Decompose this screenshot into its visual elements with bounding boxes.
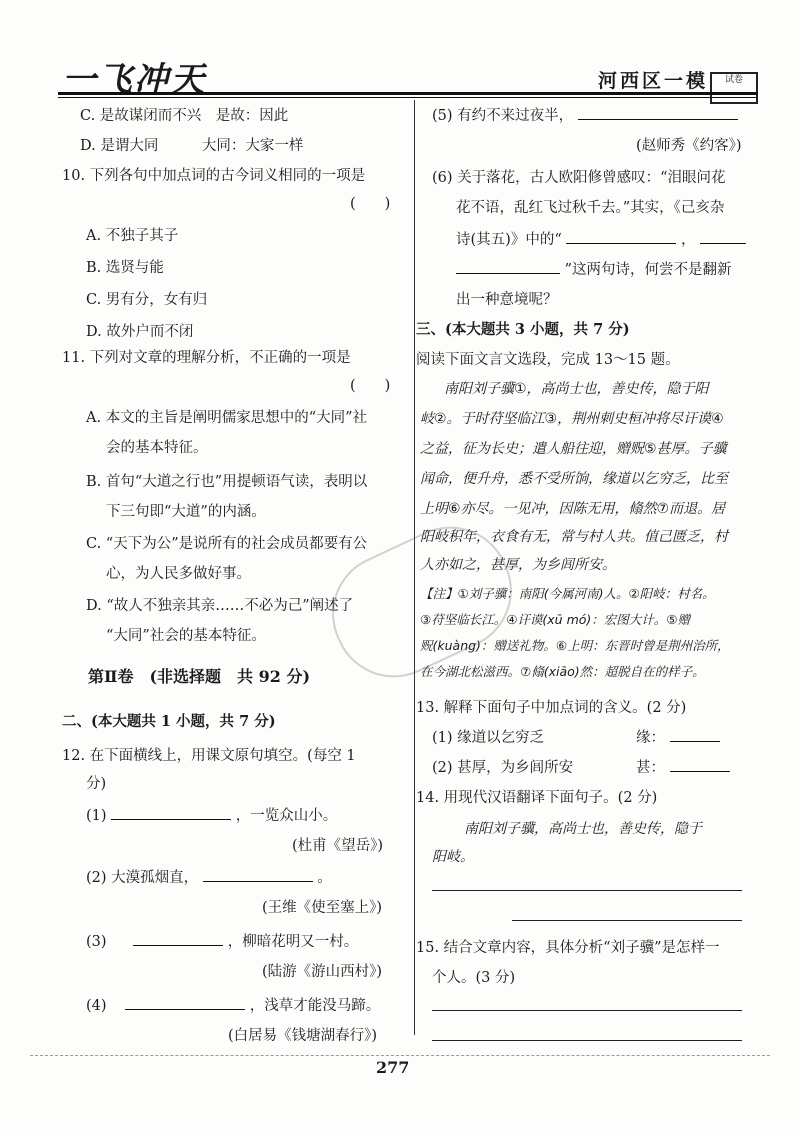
q13-item-2: (2) 甚厚，为乡闾所安 [432, 760, 574, 776]
q10-option-a: A. 不独子其子 [86, 228, 179, 244]
header-rule [58, 92, 758, 95]
fill-3-source: (陆游《游山西村》) [262, 964, 383, 980]
fill-1-label: (1) [86, 808, 107, 824]
passage-line-5: 上明⑥亦尽。一见冲，因陈无用，翛然⑦而退。居 [420, 501, 726, 517]
fill-2-blank[interactable] [203, 867, 313, 882]
note-line-4: 在今湖北松滋西。⑦翛(xiāo)然：超脱自在的样子。 [420, 664, 705, 679]
fill-1-source: (杜甫《望岳》) [292, 838, 384, 854]
fill-2-source: (王维《使至塞上》) [262, 900, 383, 916]
note-line-3: 贶(kuàng)：赠送礼物。⑥上明：东晋时曾是荆州治所， [420, 638, 730, 653]
note-line-2: ③苻坚临长江。④讦谟(xū mó)：宏图大计。⑤赠 [420, 612, 690, 627]
q15-stem-cont: 个人。(3 分) [432, 970, 516, 986]
header-stamp: 试卷 [710, 72, 758, 104]
q14-sentence-2: 阳岐。 [432, 849, 474, 865]
fill-6-text: 诗(其五)》中的“ [456, 232, 562, 248]
q13-answer-2-label: 甚： [636, 760, 665, 776]
page-number: 277 [376, 1058, 410, 1077]
q14-answer-line-2[interactable] [512, 920, 742, 921]
q13-stem: 13. 解释下面句子中加点词的含义。(2 分) [416, 700, 687, 716]
q15-stem: 15. 结合文章内容，具体分析“刘子骥”是怎样一 [416, 940, 720, 956]
fill-5-text: (5) 有约不来过夜半， [432, 108, 574, 124]
fill-3 [86, 930, 358, 951]
fill-6-comma: ， [680, 232, 696, 248]
q11-option-b: B. 首句“大道之行也”用提顿语气读，表明以 [86, 474, 368, 490]
fill-3-text: ，柳暗花明又一村。 [227, 934, 359, 950]
passage-line-2: 岐②。于时苻坚临江③，荆州刺史桓冲将尽讦谟④ [420, 411, 724, 427]
fill-6-blank-b[interactable] [700, 229, 746, 244]
fill-6-line4 [456, 258, 732, 279]
fill-4-blank[interactable] [125, 995, 245, 1010]
q14-answer-line-1[interactable] [432, 890, 742, 891]
fill-6-line1: (6) 关于落花，古人欧阳修曾感叹：“泪眼问花 [432, 170, 726, 186]
fill-5-source: (赵师秀《约客》) [636, 138, 742, 154]
q10-option-d: D. 故外户而不闭 [86, 324, 194, 340]
section-3-heading: 三、(本大题共 3 小题，共 7 分) [416, 321, 630, 338]
footer-rule [30, 1055, 770, 1056]
exam-region-title: 河西区一模 [598, 70, 709, 92]
fill-4-text: ，浅草才能没马蹄。 [249, 998, 381, 1014]
fill-5-blank[interactable] [578, 105, 738, 120]
fill-6-line3 [456, 228, 746, 249]
q11-stem: 11. 下列对文章的理解分析，不正确的一项是 [62, 350, 351, 366]
q11-option-c-cont: 心，为人民多做好事。 [106, 566, 251, 582]
fill-4-label: (4) [86, 998, 107, 1014]
fill-6-text-2: ”这两句诗，何尝不是翻新 [564, 262, 732, 278]
q11-option-c: C. “天下为公”是说所有的社会成员都要有公 [86, 536, 368, 552]
q13-answer-1-label: 缘： [636, 730, 665, 746]
q11-answer-paren: ( ) [350, 378, 391, 394]
fill-2-text: (2) 大漠孤烟直， [86, 870, 199, 886]
volume-2-title: 第Ⅱ卷 (非选择题 共 92 分) [88, 667, 311, 686]
passage-line-1: 南阳刘子骥①，高尚士也，善史传，隐于阳 [444, 381, 709, 397]
q13-answer-1-blank[interactable] [670, 727, 720, 742]
q10-option-c: C. 男有分，女有归 [86, 292, 208, 308]
q14-sentence-1: 南阳刘子骥，高尚士也，善史传，隐于 [464, 821, 702, 837]
passage-intro: 阅读下面文言文选段，完成 13～15 题。 [416, 352, 680, 368]
q13-answer-1 [636, 726, 720, 747]
fill-1-blank[interactable] [111, 805, 231, 820]
q9-option-c: C. 是故谋闭而不兴 是故：因此 [80, 108, 289, 124]
passage-line-7: 人亦如之，甚厚，为乡闾所安。 [420, 557, 616, 573]
header-rule-thin [58, 97, 758, 98]
q11-option-d: D. “故人不独亲其亲……不必为己”阐述了 [86, 598, 354, 614]
q13-item-1: (1) 缘道以乞穷乏 [432, 730, 545, 746]
fill-6-line2: 花不语，乱红飞过秋千去。”其实，《己亥杂 [456, 200, 725, 216]
q10-answer-paren: ( ) [350, 196, 391, 212]
q9-option-d: D. 是谓大同 大同：大家一样 [80, 138, 304, 154]
fill-1-text: ，一览众山小。 [235, 808, 338, 824]
fill-6-blank-c[interactable] [456, 259, 560, 274]
fill-3-label: (3) [86, 934, 107, 950]
fill-3-blank[interactable] [133, 931, 223, 946]
fill-2-end: 。 [317, 870, 332, 886]
section-2-heading: 二、(本大题共 1 小题，共 7 分) [62, 713, 276, 730]
q12-stem: 12. 在下面横线上，用课文原句填空。(每空 1 [62, 748, 356, 764]
q11-option-a-cont: 会的基本特征。 [106, 440, 208, 456]
q13-answer-2-blank[interactable] [670, 757, 730, 772]
q11-option-d-cont: “大同”社会的基本特征。 [106, 628, 266, 644]
fill-5 [432, 104, 738, 125]
q12-stem-cont: 分) [86, 776, 107, 792]
fill-6-line5: 出一种意境呢？ [456, 292, 558, 308]
passage-line-4: 闻命，便升舟，悉不受所饷，缘道以乞穷乏，比至 [420, 471, 728, 487]
fill-1 [86, 804, 337, 825]
fill-4-source: (白居易《钱塘湖春行》) [228, 1028, 378, 1044]
note-line-1: 【注】①刘子骥：南阳(今属河南)人。②阳岐：村名。 [420, 586, 715, 601]
q15-answer-line-2[interactable] [432, 1040, 742, 1041]
brand-logo: 一飞冲天 [62, 60, 206, 100]
q14-stem: 14. 用现代汉语翻译下面句子。(2 分) [416, 790, 658, 806]
q15-answer-line-1[interactable] [432, 1010, 742, 1011]
fill-2 [86, 866, 332, 887]
q10-stem: 10. 下列各句中加点词的古今词义相同的一项是 [62, 168, 366, 184]
q13-answer-2 [636, 756, 730, 777]
passage-line-3: 之益，征为长史；遣人船往迎，赠贶⑤甚厚。子骥 [420, 441, 727, 457]
fill-4 [86, 994, 380, 1015]
q10-option-b: B. 选贤与能 [86, 260, 164, 276]
q11-option-b-cont: 下三句即“大道”的内涵。 [106, 504, 266, 520]
q11-option-a: A. 本文的主旨是阐明儒家思想中的“大同”社 [86, 410, 368, 426]
passage-line-6: 阳岐积年，衣食有无，常与村人共。值己匮乏，村 [420, 529, 728, 545]
fill-6-blank-a[interactable] [566, 229, 676, 244]
